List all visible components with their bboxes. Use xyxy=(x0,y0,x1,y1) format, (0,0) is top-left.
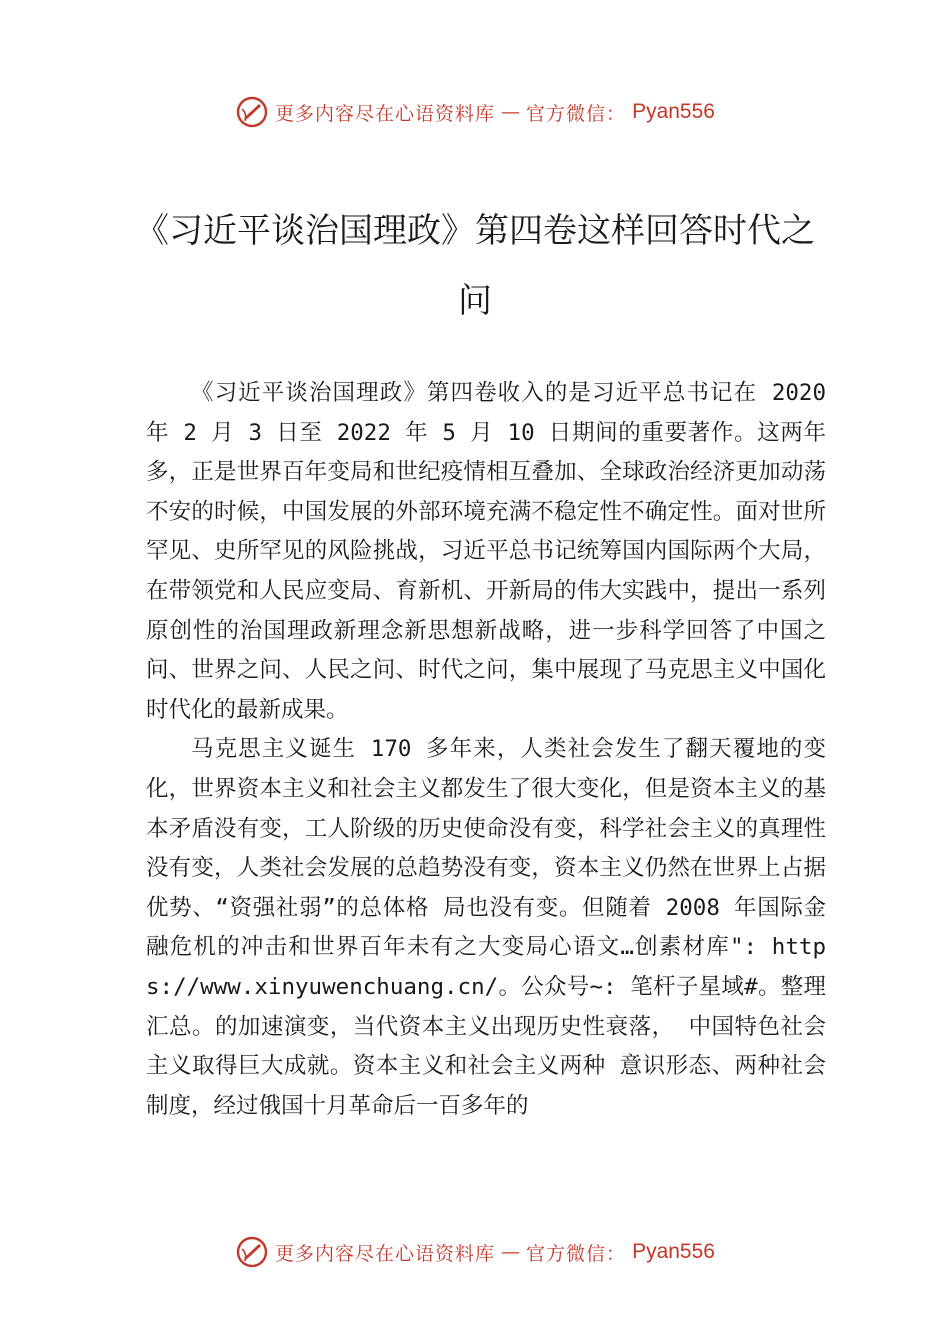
header-banner xyxy=(0,92,950,132)
brand-logo-icon xyxy=(235,95,269,129)
brand-logo-icon xyxy=(235,1235,269,1269)
banner-text: 更多内容尽在心语资料库 xyxy=(275,102,496,125)
banner-text: 更多内容尽在心语资料库 xyxy=(275,1242,496,1265)
article-title: 《习近平谈治国理政》第四卷这样回答时代之问 xyxy=(135,211,815,321)
banner-wechat-label: 官方微信： xyxy=(526,1242,627,1265)
article-paragraph: 《习近平谈治国理政》第四卷收入的是习近平总书记在 2020 年 2 月 3 日至 2022 年 5 月 10 日期间的重要著作。这两年多，正是世界百年变局和世纪疫情相互叠加、全球政治经济更加动荡不安的时候，中国发展的外部环境充满不稳定性不确定性。面对世所罕见、史所罕见的风险挑战，习近平总书记统筹国内国际两个大局，在带领党和人民应变局、育新机、开新局的伟大实践中，提出一系列原创性的治国理政新理念新思想新战略，进一步科学回答了中国之问、世界之问、人民之问、时代之问，集中展现了马克思主义中国化时代化的最新成果。 xyxy=(146,380,826,723)
banner-wechat-label: 官方微信： xyxy=(526,102,627,125)
footer-banner xyxy=(0,1232,950,1272)
banner-wechat-id: Pyan556 xyxy=(632,1240,715,1263)
article-body xyxy=(146,374,826,1126)
banner-separator: — xyxy=(501,1241,521,1263)
banner-wechat-id: Pyan556 xyxy=(632,100,715,123)
banner-separator: — xyxy=(501,101,521,123)
article-paragraph: 马克思主义诞生 170 多年来，人类社会发生了翻天覆地的变化，世界资本主义和社会主义都发生了很大变化，但是资本主义的基本矛盾没有变，工人阶级的历史使命没有变，科学社会主义的真理性没有变，人类社会发展的总趋势没有变，资本主义仍然在世界上占据优势、“资强社弱”的总体格 局也没有变。但随着 2008 年国际金融危机的冲击和世界百年未有之大变局心语文…创素材库": https://www.xinyuwenchuang.cn/。公众号~: 笔杆子星域#。整理汇总。的加速演变，当代资本主义出现历史性衰落， 中国特色社会主义取得巨大成就。资本主义和社会主义两种 意识形态、两种社会制度，经过俄国十月革命后一百多年的 xyxy=(146,736,826,1119)
